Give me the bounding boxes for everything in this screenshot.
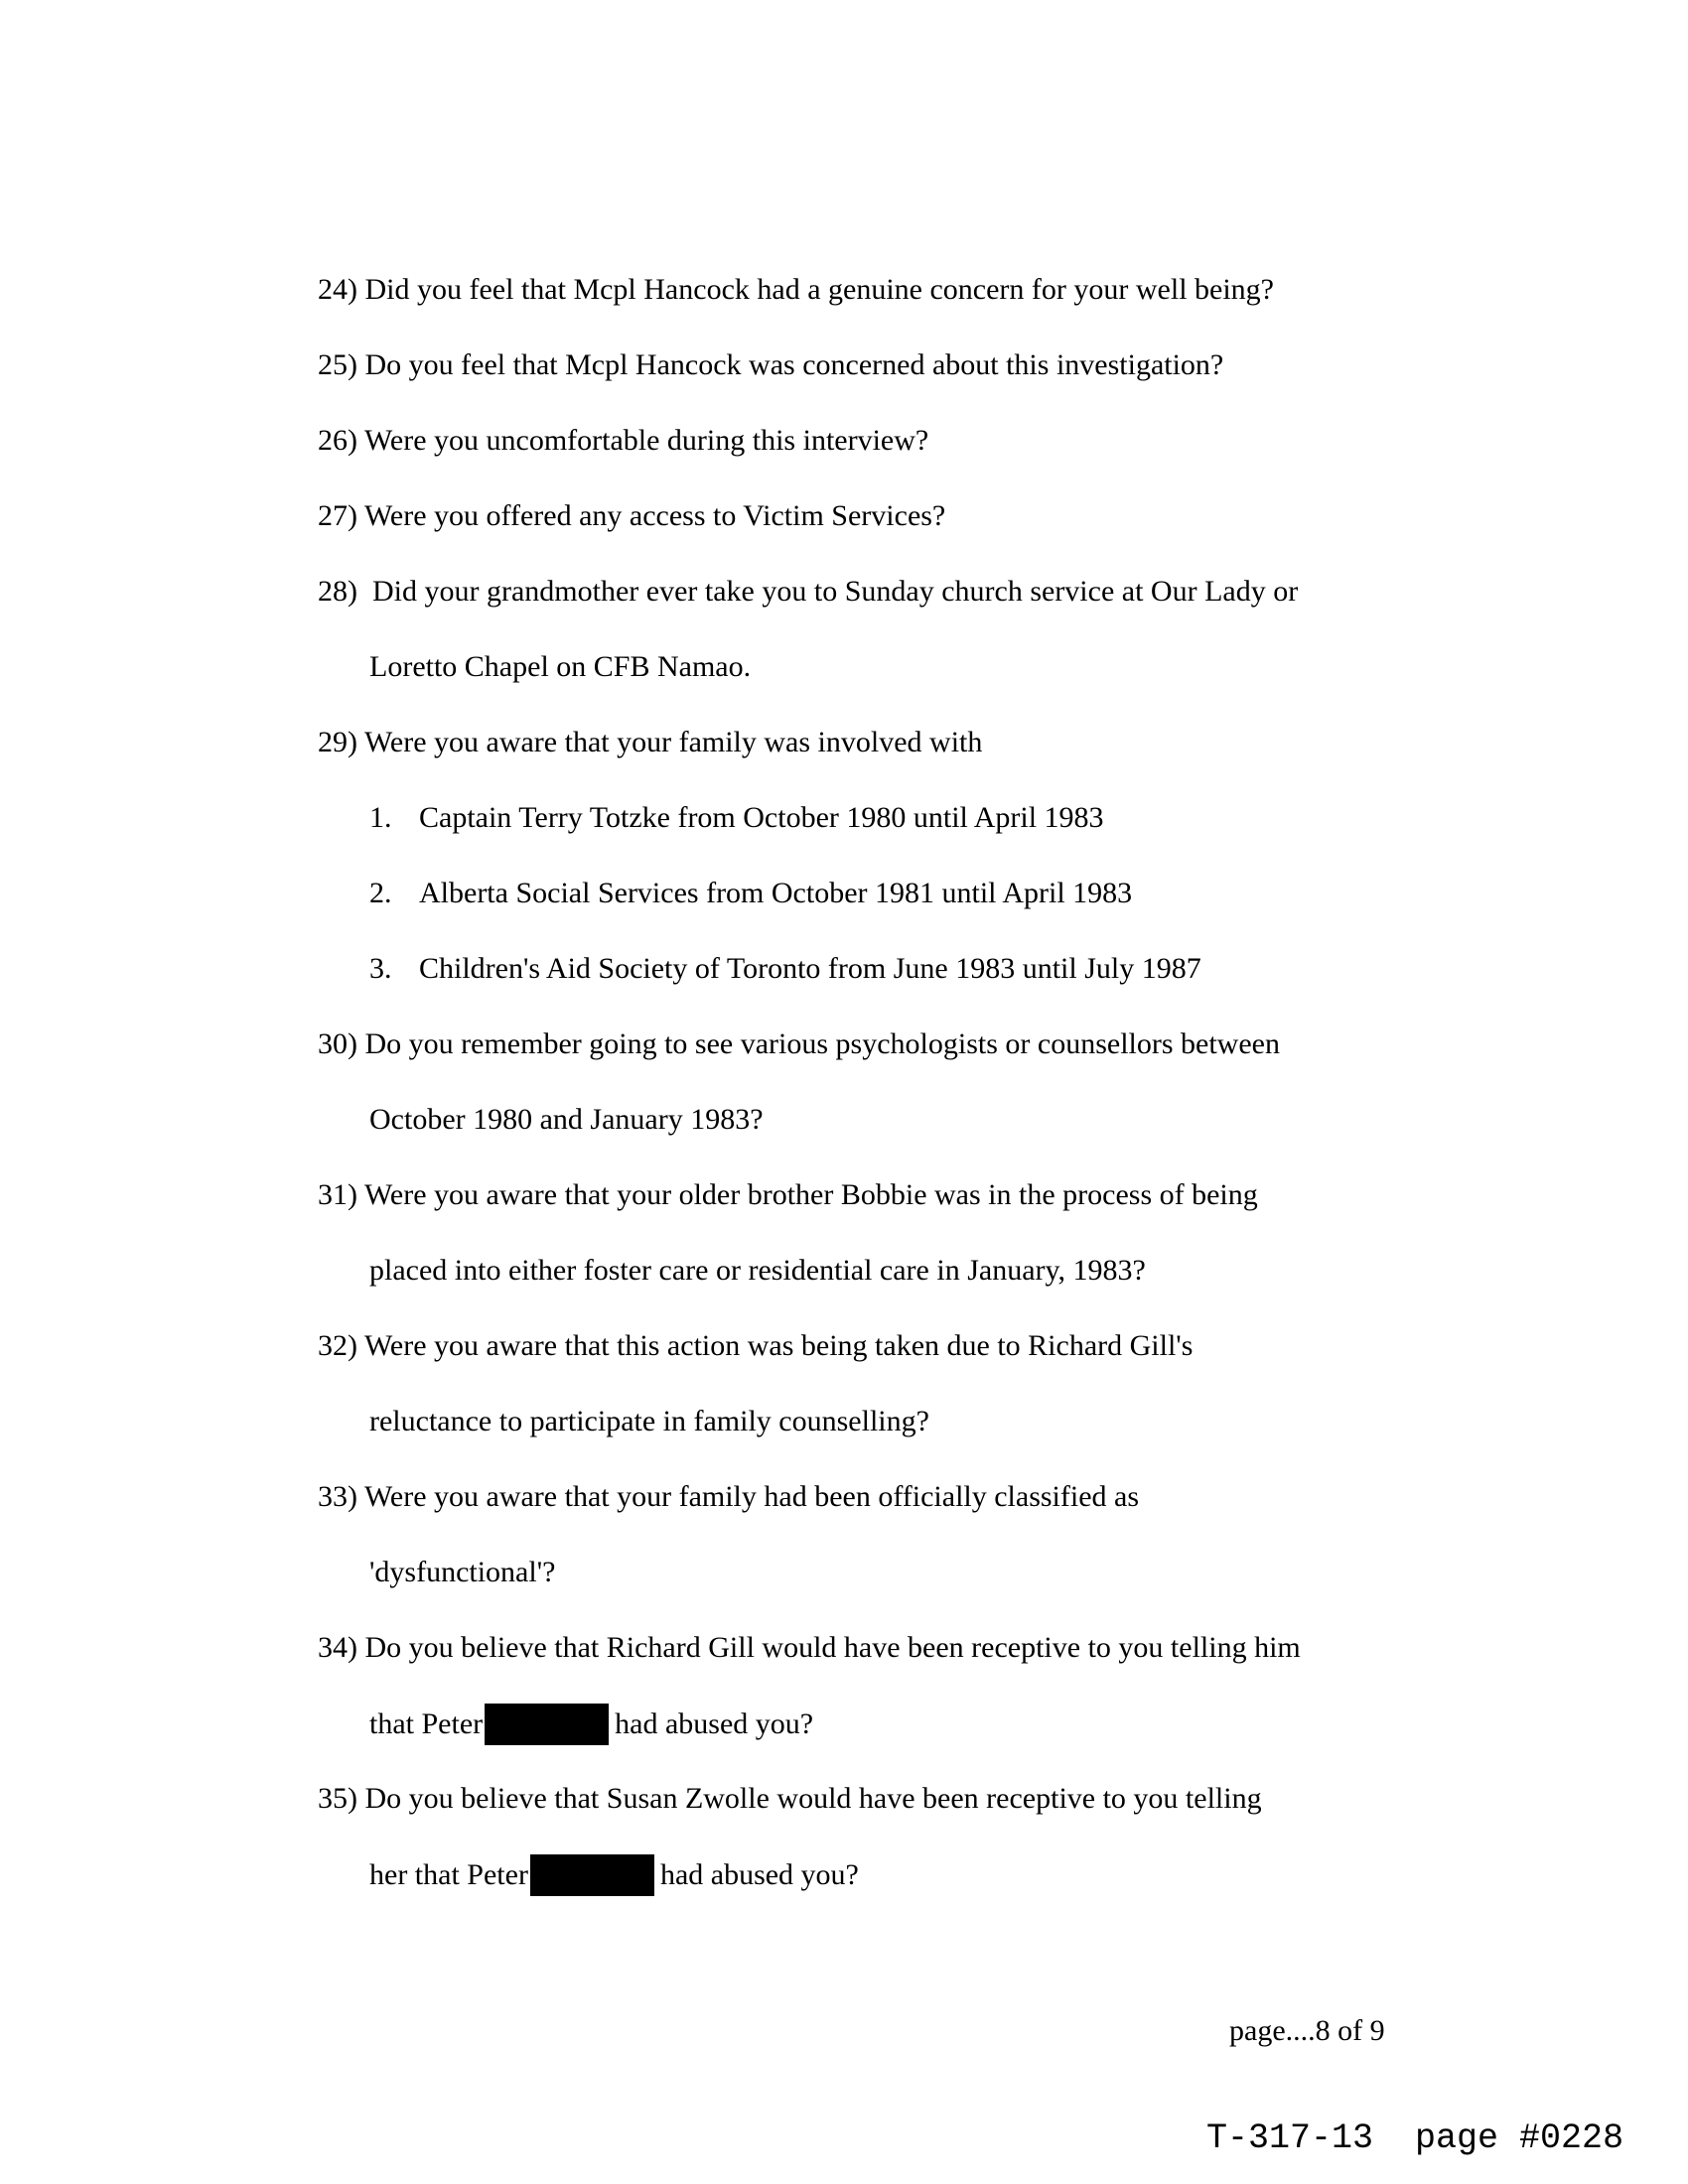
question-number: 35) xyxy=(318,1782,357,1815)
question-33-continuation: 'dysfunctional'? xyxy=(369,1556,556,1588)
question-number: 32) xyxy=(318,1329,357,1362)
question-text: Were you aware that your family had been officially classified as xyxy=(363,1480,1140,1513)
question-text: Do you believe that Richard Gill would have been receptive to you telling him xyxy=(364,1631,1301,1664)
continuation-text-after: had abused you? xyxy=(615,1706,814,1740)
question-27 xyxy=(318,498,945,534)
list-item xyxy=(369,876,1132,911)
question-32-continuation: reluctance to participate in family counselling? xyxy=(369,1405,929,1437)
question-28-continuation: Loretto Chapel on CFB Namao. xyxy=(369,650,752,683)
question-33 xyxy=(318,1479,1139,1515)
question-34 xyxy=(318,1630,1301,1666)
question-number: 26) xyxy=(318,424,357,457)
question-text: Did your grandmother ever take you to Sunday church service at Our Lady or xyxy=(364,575,1299,608)
question-text: Were you aware that this action was being taken due to Richard Gill's xyxy=(363,1329,1194,1362)
question-number: 29) xyxy=(318,726,357,758)
question-text: Do you believe that Susan Zwolle would have been receptive to you telling xyxy=(364,1782,1262,1815)
question-text: Were you offered any access to Victim Services? xyxy=(363,499,946,532)
question-31-continuation: placed into either foster care or residential care in January, 1983? xyxy=(369,1254,1146,1287)
question-number: 27) xyxy=(318,499,357,532)
question-text: Do you feel that Mcpl Hancock was concerned about this investigation? xyxy=(364,348,1224,381)
question-25 xyxy=(318,347,1223,383)
question-30 xyxy=(318,1026,1280,1062)
question-29 xyxy=(318,725,982,760)
question-text: Did you feel that Mcpl Hancock had a genuine concern for your well being? xyxy=(364,273,1274,306)
continuation-text-after: had abused you? xyxy=(659,1857,859,1891)
question-number: 33) xyxy=(318,1480,357,1513)
question-number: 28) xyxy=(318,575,357,608)
document-stamp-id: T-317-13 page #0228 xyxy=(1206,2118,1624,2158)
list-item-number: 2. xyxy=(369,877,392,909)
question-32 xyxy=(318,1328,1193,1364)
list-item-text: Captain Terry Totzke from October 1980 until April 1983 xyxy=(419,801,1104,834)
question-text: Do you remember going to see various psychologists or counsellors between xyxy=(364,1027,1280,1060)
list-item-number: 1. xyxy=(369,801,392,834)
question-number: 25) xyxy=(318,348,357,381)
question-number: 34) xyxy=(318,1631,357,1664)
list-item-text: Children's Aid Society of Toronto from June 1983 until July 1987 xyxy=(419,952,1201,985)
question-text: Were you aware that your family was involved with xyxy=(363,726,983,758)
list-item-text: Alberta Social Services from October 1981 until April 1983 xyxy=(419,877,1133,909)
question-number: 30) xyxy=(318,1027,357,1060)
redaction-box xyxy=(530,1854,654,1896)
page-number-label: page....8 of 9 xyxy=(1229,2014,1385,2047)
question-35-continuation xyxy=(369,1856,859,1898)
continuation-text-before: that Peter xyxy=(369,1706,484,1740)
question-35 xyxy=(318,1781,1262,1817)
question-text: Were you aware that your older brother Bobbie was in the process of being xyxy=(363,1178,1258,1211)
list-item xyxy=(369,800,1104,836)
question-34-continuation xyxy=(369,1706,813,1747)
question-number: 24) xyxy=(318,273,357,306)
continuation-text-before: her that Peter xyxy=(369,1857,528,1891)
question-26 xyxy=(318,423,928,459)
list-item xyxy=(369,951,1201,987)
redaction-box xyxy=(485,1704,609,1745)
question-number: 31) xyxy=(318,1178,357,1211)
question-text: Were you uncomfortable during this interview? xyxy=(363,424,929,457)
question-24 xyxy=(318,272,1274,308)
question-31 xyxy=(318,1177,1258,1213)
list-item-number: 3. xyxy=(369,952,392,985)
question-30-continuation: October 1980 and January 1983? xyxy=(369,1103,764,1136)
question-28 xyxy=(318,574,1298,610)
